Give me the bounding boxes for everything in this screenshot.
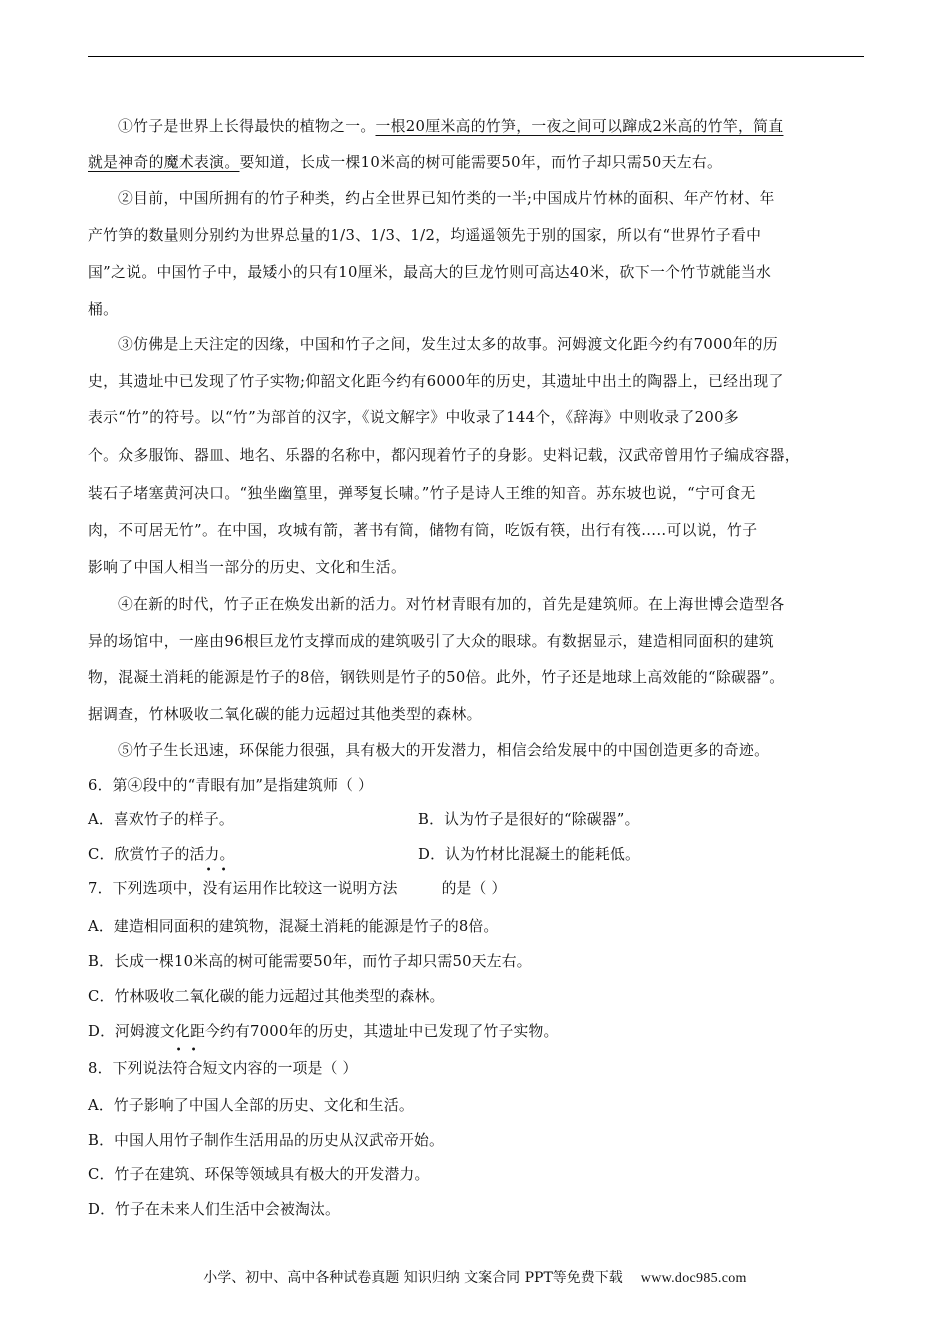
paragraph-3-line: ③仿佛是上天注定的因缘，中国和竹子之间，发生过太多的故事。河姆渡文化距今约有7000年的历 xyxy=(118,336,779,353)
paragraph-4-line: 物，混凝土消耗的能源是竹子的8倍，钢铁则是竹子的50倍。此外，竹子还是地球上高效能的“除碳器”。 xyxy=(88,669,785,686)
question-8-option-a: A．竹子影响了中国人全部的历史、文化和生活。 xyxy=(88,1097,414,1114)
question-6-option-a: A．喜欢竹子的样子。 xyxy=(88,811,234,828)
emphasis-mark: 有 xyxy=(217,880,233,897)
emphasis-mark: 合 xyxy=(187,1060,203,1077)
paragraph-2-line: 产竹笋的数量则分别约为世界总量的1/3、1/3、1/2，均遥遥领先于别的国家，所以有“世界竹子看中 xyxy=(88,227,762,244)
emphasis-mark: 符 xyxy=(172,1060,188,1077)
paragraph-1-line: ①竹子是世界上长得最快的植物之一。一根20厘米高的竹笋，一夜之间可以蹿成2米高的竹竿，简直 xyxy=(118,118,784,135)
question-6-stem: 6．第④段中的“青眼有加”是指建筑师（ ） xyxy=(88,777,373,794)
paragraph-1-line: 就是神奇的魔术表演。要知道，长成一棵10米高的树可能需要50年，而竹子却只需50天左右。 xyxy=(88,154,723,171)
question-8-stem: 8．下列说法符合短文内容的一项是（ ） xyxy=(88,1060,358,1077)
emphasis-mark: 没 xyxy=(202,880,218,897)
underlined-sentence: 一根20厘米高的竹笋，一夜之间可以蹿成2米高的竹竿，简直 xyxy=(375,118,784,135)
question-7-stem: 7．下列选项中，没有运用作比较这一说明方法 的是（ ） xyxy=(88,880,507,897)
question-8-option-c: C．竹子在建筑、环保等领域具有极大的开发潜力。 xyxy=(88,1166,430,1183)
question-6-option-b: B．认为竹子是很好的“除碳器”。 xyxy=(418,811,640,828)
footer-site-link[interactable]: www.doc985.com xyxy=(640,1271,747,1286)
paragraph-3-line: 肉，不可居无竹”。在中国，攻城有箭，著书有简，储物有筒，吃饭有筷，出行有筏.....可以说，竹子 xyxy=(88,522,758,539)
paragraph-3-line: 个。众多服饰、器皿、地名、乐器的名称中，都闪现着竹子的身影。史料记载，汉武帝曾用竹子编成容器， xyxy=(88,447,800,464)
paragraph-5-line: ⑤竹子生长迅速，环保能力很强，具有极大的开发潜力，相信会给发展中的中国创造更多的奇迹。 xyxy=(118,742,770,759)
page-footer xyxy=(0,1268,950,1289)
paragraph-4-line: 据调查，竹林吸收二氧化碳的能力远超过其他类型的森林。 xyxy=(88,706,482,723)
paragraph-3-line: 装石子堵塞黄河决口。“独坐幽篁里，弹琴复长啸。”竹子是诗人王维的知音。苏东坡也说，“宁可食无 xyxy=(88,485,756,502)
paragraph-3-line: 史，其遗址中已发现了竹子实物;仰韶文化距今约有6000年的历史，其遗址中出土的陶器上，已经出现了 xyxy=(88,373,784,390)
footer-text: 小学、初中、高中各种试卷真题 知识归纳 文案合同 PPT等免费下载 xyxy=(203,1270,623,1286)
paragraph-2-line: ②目前，中国所拥有的竹子种类，约占全世界已知竹类的一半;中国成片竹林的面积、年产竹材、年 xyxy=(118,190,775,207)
question-7-option-c: C．竹林吸收二氧化碳的能力远超过其他类型的森林。 xyxy=(88,988,445,1005)
paragraph-4-line: ④在新的时代，竹子正在焕发出新的活力。对竹材青眼有加的，首先是建筑师。在上海世博会造型各 xyxy=(118,596,785,613)
underlined-sentence: 就是神奇的魔术表演。 xyxy=(88,154,240,171)
header-rule xyxy=(88,56,864,57)
question-6-option-c: C．欣赏竹子的活力。 xyxy=(88,846,235,863)
paragraph-2-line: 桶。 xyxy=(88,301,119,318)
paragraph-2-line: 国”之说。中国竹子中，最矮小的只有10厘米，最高大的巨龙竹则可高达40米，砍下一个竹节就能当水 xyxy=(88,264,772,281)
question-6-option-d: D．认为竹材比混凝土的能耗低。 xyxy=(418,846,641,863)
paragraph-3-line: 表示“竹”的符号。以“竹”为部首的汉字，《说文解字》中收录了144个，《辞海》中则收录了200多 xyxy=(88,409,740,426)
question-7-option-b: B．长成一棵10米高的树可能需要50年，而竹子却只需50天左右。 xyxy=(88,953,532,970)
question-8-option-d: D．竹子在未来人们生活中会被淘汰。 xyxy=(88,1201,341,1218)
question-7-option-d: D．河姆渡文化距今约有7000年的历史，其遗址中已发现了竹子实物。 xyxy=(88,1023,559,1040)
paragraph-4-line: 异的场馆中，一座由96根巨龙竹支撑而成的建筑吸引了大众的眼球。有数据显示，建造相同面积的建筑 xyxy=(88,633,774,650)
question-8-option-b: B．中国人用竹子制作生活用品的历史从汉武帝开始。 xyxy=(88,1132,445,1149)
paragraph-3-line: 影响了中国人相当一部分的历史、文化和生活。 xyxy=(88,559,407,576)
question-7-option-a: A．建造相同面积的建筑物，混凝土消耗的能源是竹子的8倍。 xyxy=(88,918,499,935)
